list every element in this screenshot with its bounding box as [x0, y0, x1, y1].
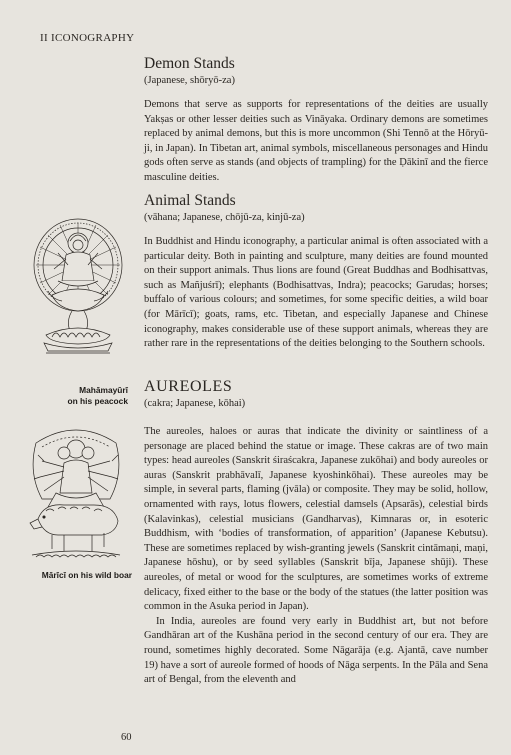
section-subtitle: (Japanese, shōryō-za) [144, 75, 235, 86]
running-head: II ICONOGRAPHY [40, 32, 135, 44]
section-subtitle: (cakra; Japanese, kōhai) [144, 398, 246, 409]
section-body: The aureoles, haloes or auras that indicate the divinity or saintliness of a personage are placed behind the statue or image. These cakras are of two main types: head aureoles (Sanskrit śiraścakra, Japanese zukōhai) and body aureoles or auras (Sanskrit prabhāvalī, Japanese kyoshinkōhai). These aureoles may be simple, in several parts, flaming (jvāla) or composite. They may be solid, hollow, ornamented with rays, lotus flowers, celestial damsels (Apsarās), celestial birds (Kalavinkas), celestial musicians (Gandharvas), Kimnaras or, in esoteric Buddhism, with ‘bodies of transformation, of apparition’ (Japanese Kebutsu). These are sometimes replaced by wish-granting jewels (Sanskrit cintāmaṇi, maṇi, Japanese hōshu), or by seed syllables (Sanskrit bīja, Japanese shūji). These aureoles, of metal or wood for the sculptures, are sometimes works of extreme delicacy, fixed either to the base or the body of the statues (the latter position was common in the Asuka period in Japan). [144, 426, 488, 613]
page-number: 60 [121, 732, 132, 743]
section-title: AUREOLES [144, 378, 233, 395]
section-demon-stands [144, 55, 488, 186]
section-subtitle: (vāhana; Japanese, chōjū-za, kinjū-za) [144, 212, 305, 223]
section-body: In Buddhist and Hindu iconography, a particular animal is often associated with a particular deity. Both in painting and sculpture, many deities are found mounted on their support animals. Thus lions are found (Great Buddhas and Bodhisattvas, such as Mañjuśrī); elephants (Bodhisattvas, Indra); peacocks; Garudas; horses; buffalo of various colours; and sometimes, for some specific deities, a wild boar (for Mārīcī); goats, rams, etc. Tibetan, and especially Japanese and Chinese iconography, makes considerable use of these support animals, whereas they are rather rare in the representations of the deities belonging to the Southern schools. [144, 236, 488, 350]
figure-caption-line: on his peacock [67, 395, 128, 406]
figure-caption-line: Mahāmayūrī [79, 385, 128, 395]
marici-illustration [22, 423, 130, 565]
section-body: In India, aureoles are found very early in Buddhist art, but not before Gandhāran art of the Kushāna period in the second century of our era. They are round, sometimes highly decorated. Some Nāgarāja (e.g. Ajantā, cave number 19) have a sort of aureole formed of hoods of Nāga serpents. In the Pāla and Sena art of Bengal, from the eleventh and [144, 615, 488, 686]
section-animal-stands [144, 192, 488, 352]
section-title: Animal Stands [144, 192, 236, 209]
figure-caption: Mārīcī on his wild boar [41, 570, 132, 580]
figure-caption [10, 385, 128, 406]
mahamayuri-illustration [22, 203, 134, 371]
section-title: Demon Stands [144, 55, 235, 72]
section-aureoles [144, 378, 488, 688]
section-body: Demons that serve as supports for representations of the deities are usually Yakṣas or other lesser deities such as Vināyaka. Ordinary demons are sometimes replaced by animal demons, but this is more uncommon (Shi Tennō at the Hōryū-ji, in Japan). In Tibetan art, animal symbols, miscellaneous personages and Hindu gods often serve as stands (and objects of trampling) for the Ḍākinī and the fierce masculine deities. [144, 99, 488, 183]
